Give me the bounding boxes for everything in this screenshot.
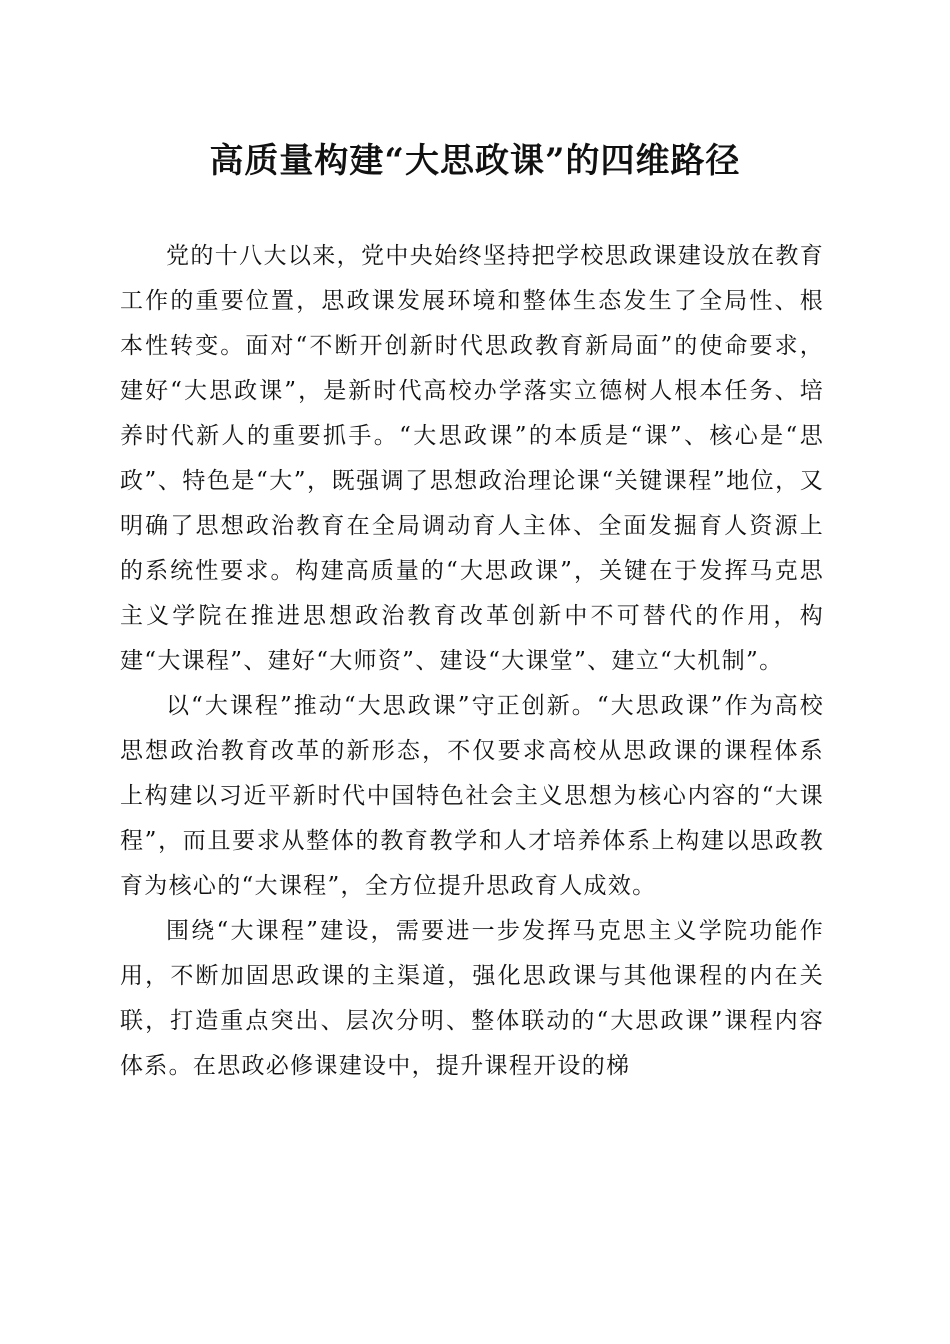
paragraph-1: 党的十八大以来，党中央始终坚持把学校思政课建设放在教育工作的重要位置，思政课发展环境和整体生态发生了全局性、根本性转变。面对“不断开创新时代思政教育新局面”的使命要求，建好“大思政课”，是新时代高校办学落实立德树人根本任务、培养时代新人的重要抓手。“大思政课”的本质是“课”、核心是“思政”、特色是“大”，既强调了思想政治理论课“关键课程”地位，又明确了思想政治教育在全局调动育人主体、全面发掘育人资源上的系统性要求。构建高质量的“大思政课”，关键在于发挥马克思主义学院在推进思想政治教育改革创新中不可替代的作用，构建“大课程”、建好“大师资”、建设“大课堂”、建立“大机制”。: [120, 243, 824, 674]
paragraph-2: 以“大课程”推动“大思政课”守正创新。“大思政课”作为高校思想政治教育改革的新形态，不仅要求高校从思政课的课程体系上构建以习近平新时代中国特色社会主义思想为核心内容的“大课程”，而且要求从整体的教育教学和人才培养体系上构建以思政教育为核心的“大课程”，全方位提升思政育人成效。: [120, 693, 824, 899]
paragraph-3: 围绕“大课程”建设，需要进一步发挥马克思主义学院功能作用，不断加固思政课的主渠道，强化思政课与其他课程的内在关联，打造重点突出、层次分明、整体联动的“大思政课”课程内容体系。在思政必修课建设中，提升课程开设的梯: [120, 918, 824, 1079]
document-title: 高质量构建“大思政课”的四维路径: [209, 141, 741, 181]
document-body: [120, 234, 824, 1089]
